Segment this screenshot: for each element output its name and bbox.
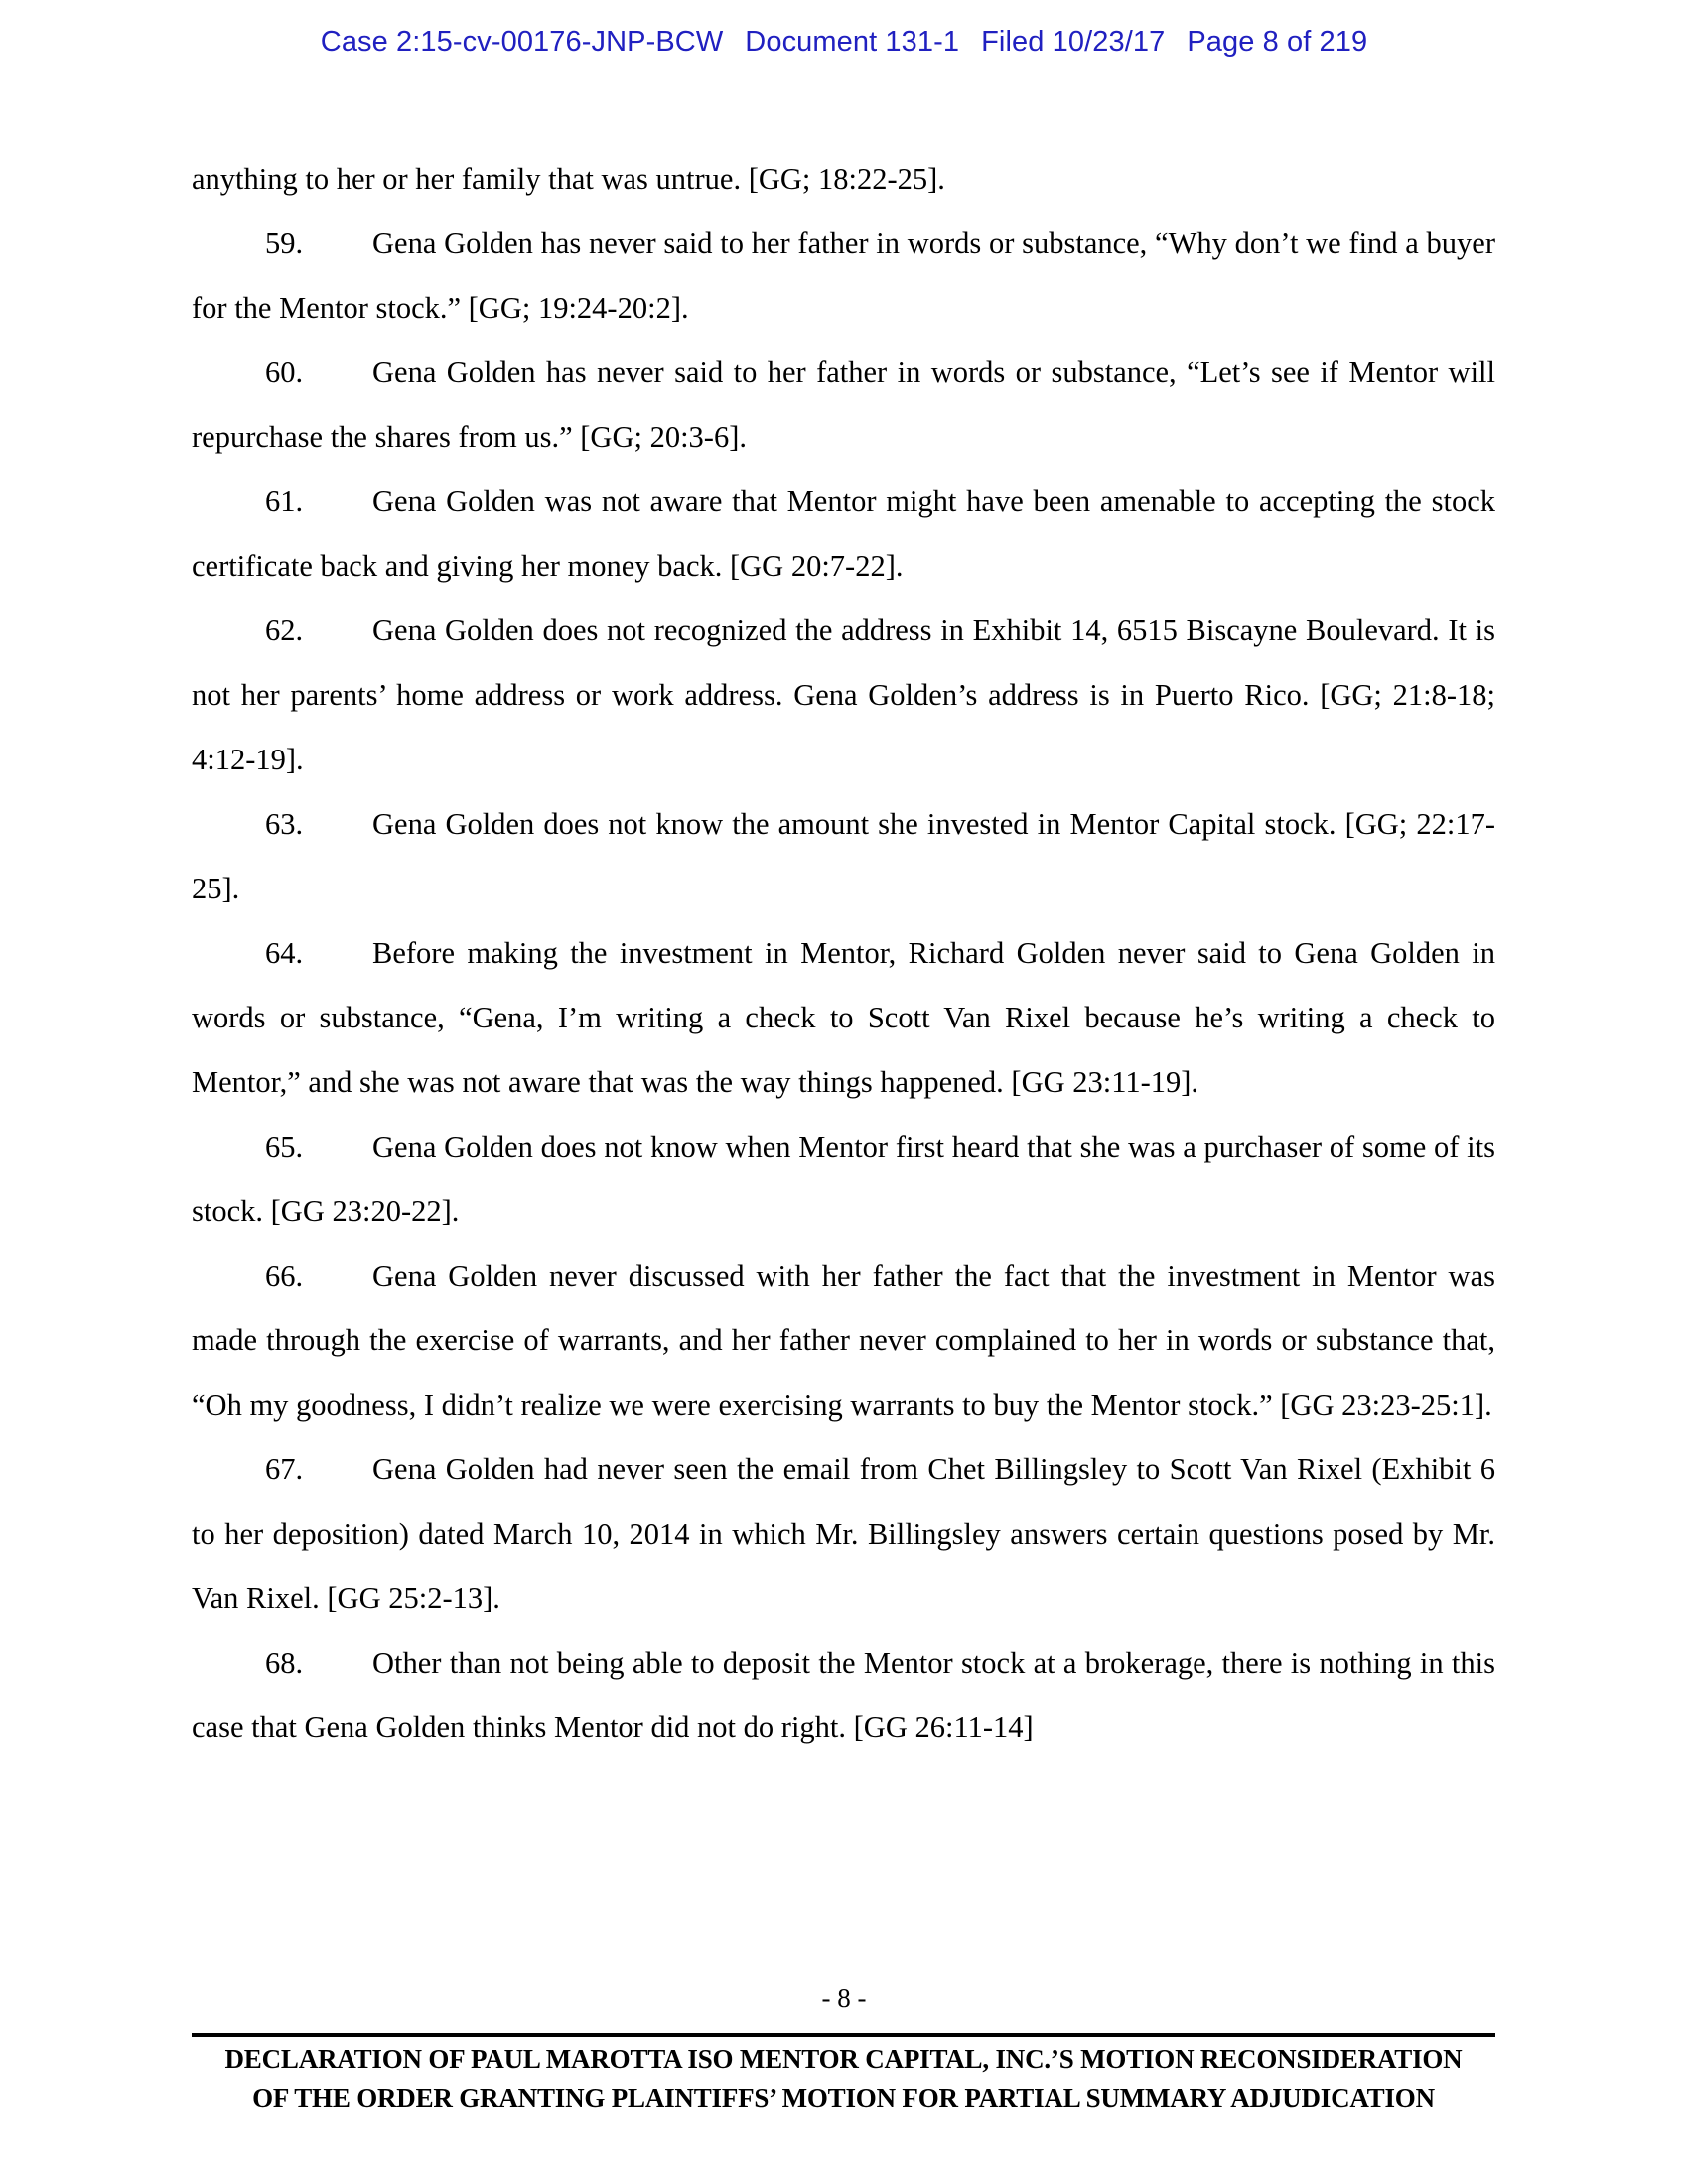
paragraph-number: 66. <box>265 1259 304 1293</box>
filed-date: Filed 10/23/17 <box>981 26 1166 58</box>
paragraph-text: Gena Golden never discussed with her father the fact that the investment in Mentor was made through the exercise of warrants, and her father never complained to her in words or substance that, “Oh my goodness, I didn’t realize we were exercising warrants to buy the Mentor stock.” [GG 23:23-25:1]. <box>192 1259 1495 1422</box>
footer-line-2: OF THE ORDER GRANTING PLAINTIFFS’ MOTION FOR PARTIAL SUMMARY ADJUDICATION <box>252 2083 1435 2113</box>
page-number: - 8 - <box>821 1983 867 2013</box>
paragraph-number: 67. <box>265 1452 304 1486</box>
numbered-paragraph <box>192 1437 1495 1631</box>
numbered-paragraph <box>192 470 1495 599</box>
paragraph-number: 64. <box>265 936 304 970</box>
paragraph-number: 65. <box>265 1130 304 1163</box>
paragraph-text: Gena Golden has never said to her father in words or substance, “Why don’t we find a buyer for the Mentor stock.” [GG; 19:24-20:2]. <box>192 226 1495 325</box>
paragraph-number: 60. <box>265 355 304 389</box>
document-body <box>192 147 1495 1760</box>
paragraph-text: Gena Golden does not know when Mentor first heard that she was a purchaser of some of its stock. [GG 23:20-22]. <box>192 1130 1495 1228</box>
ecf-header-stamp <box>0 26 1688 59</box>
paragraph-number: 68. <box>265 1646 304 1680</box>
document-number: Document 131-1 <box>745 26 960 58</box>
paragraph-text: Gena Golden was not aware that Mentor might have been amenable to accepting the stock certificate back and giving her money back. [GG 20:7-22]. <box>192 484 1495 583</box>
numbered-paragraph <box>192 1244 1495 1437</box>
paragraph-number: 62. <box>265 614 304 647</box>
numbered-paragraph <box>192 599 1495 792</box>
numbered-paragraph <box>192 921 1495 1115</box>
paragraph-text: Gena Golden does not recognized the address in Exhibit 14, 6515 Biscayne Boulevard. It is not her parents’ home address or work address. Gena Golden’s address is in Puerto Rico. [GG; 21:8-18; 4:12-19]. <box>192 614 1495 776</box>
numbered-paragraph <box>192 792 1495 921</box>
paragraph-text: Gena Golden does not know the amount she invested in Mentor Capital stock. [GG; 22:17-25]. <box>192 807 1495 905</box>
footer-caption <box>192 2040 1495 2117</box>
paragraph-number: 61. <box>265 484 304 518</box>
continuation-paragraph: anything to her or her family that was untrue. [GG; 18:22-25]. <box>192 162 945 196</box>
numbered-paragraph <box>192 341 1495 470</box>
paragraph-text: Gena Golden has never said to her father in words or substance, “Let’s see if Mentor will repurchase the shares from us.” [GG; 20:3-6]. <box>192 355 1495 454</box>
footer-line-1: DECLARATION OF PAUL MAROTTA ISO MENTOR CAPITAL, INC.’S MOTION RECONSIDERATION <box>224 2044 1463 2074</box>
numbered-paragraph <box>192 1631 1495 1760</box>
paragraph-text: Gena Golden had never seen the email from Chet Billingsley to Scott Van Rixel (Exhibit 6 to her deposition) dated March 10, 2014 in which Mr. Billingsley answers certain questions posed by Mr. Van Rixel. [GG 25:2-13]. <box>192 1452 1495 1615</box>
page-of-total: Page 8 of 219 <box>1187 26 1368 58</box>
case-number: Case 2:15-cv-00176-JNP-BCW <box>320 26 724 58</box>
numbered-paragraph <box>192 1115 1495 1244</box>
paragraph-text: Other than not being able to deposit the Mentor stock at a brokerage, there is nothing in this case that Gena Golden thinks Mentor did not do right. [GG 26:11-14] <box>192 1646 1495 1744</box>
paragraph-number: 59. <box>265 226 304 260</box>
paragraph-text: Before making the investment in Mentor, Richard Golden never said to Gena Golden in words or substance, “Gena, I’m writing a check to Scott Van Rixel because he’s writing a check to Mentor,” and she was not aware that was the way things happened. [GG 23:11-19]. <box>192 936 1495 1099</box>
footer-divider <box>192 2033 1495 2037</box>
paragraph-number: 63. <box>265 807 304 841</box>
numbered-paragraph <box>192 211 1495 341</box>
